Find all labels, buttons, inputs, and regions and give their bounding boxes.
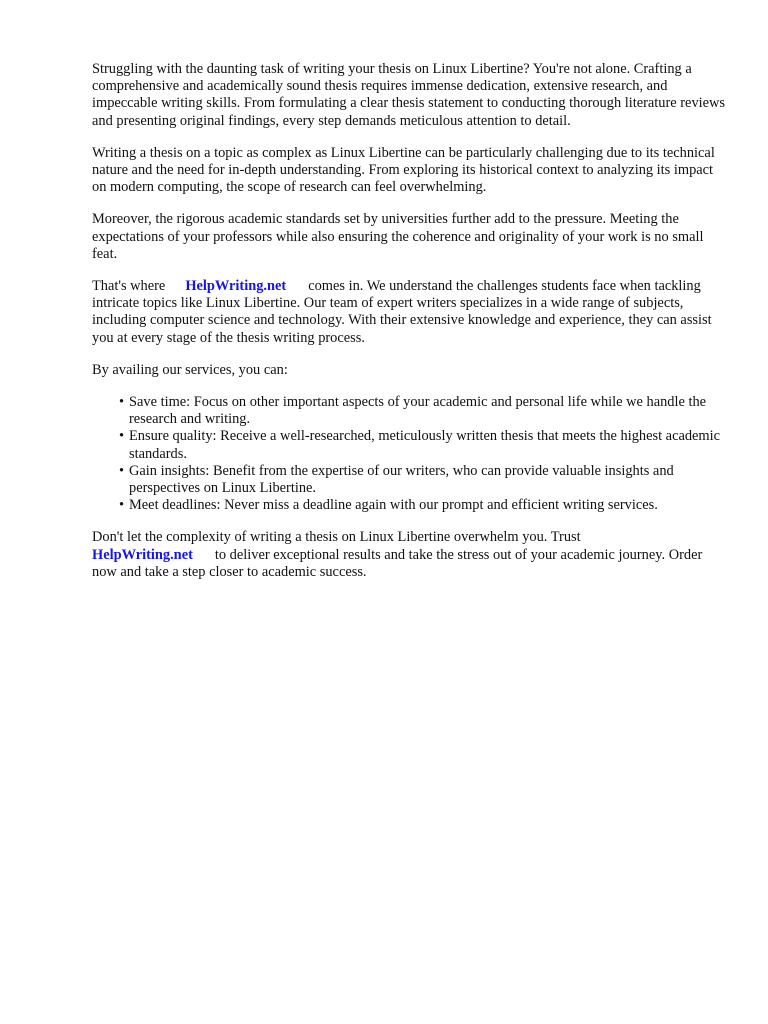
list-item-text: Meet deadlines: Never miss a deadline again with our prompt and efficient writing services. [129, 497, 658, 514]
service-intro-lead-text: That's where [92, 278, 166, 295]
list-item [119, 428, 728, 462]
service-intro-body-text: comes in. We understand the challenges students face when tackling intricate topics like Linux Libertine. Our team of expert writers specializes in a wide range of subjects, including computer science and technology. With their extensive knowledge and experience, they can assist you at every stage of the thesis writing process. [92, 278, 712, 346]
bullet-icon: • [119, 497, 125, 514]
helpwriting-link[interactable]: HelpWriting.net [92, 546, 193, 563]
services-lead-paragraph: By availing our services, you can: [92, 361, 288, 378]
document-page [92, 61, 728, 596]
closing-paragraph [92, 529, 728, 581]
intro-paragraph: Struggling with the daunting task of writing your thesis on Linux Libertine? You're not alone. Crafting a comprehensive and academically sound thesis requires immense dedication, extensive research, and impeccable writing skills. From formulating a clear thesis statement to conducting thorough literature reviews and presenting original findings, every step demands meticulous attention to detail. [92, 61, 726, 129]
closing-lead-text: Don't let the complexity of writing a thesis on Linux Libertine overwhelm you. Trust [92, 529, 581, 546]
list-item-text: Ensure quality: Receive a well-researched, meticulously written thesis that meets the highest academic standards. [129, 428, 721, 462]
list-item-text: Gain insights: Benefit from the expertise of our writers, who can provide valuable insights and perspectives on Linux Libertine. [129, 462, 674, 497]
helpwriting-link[interactable]: HelpWriting.net [185, 278, 287, 295]
bullet-icon: • [119, 428, 125, 445]
services-list [92, 394, 728, 514]
list-item [119, 462, 728, 497]
bullet-icon: • [119, 462, 125, 479]
list-item [119, 497, 728, 514]
list-item-text: Save time: Focus on other important aspects of your academic and personal life while we handle the research and writing. [129, 394, 707, 428]
bullet-icon: • [119, 394, 125, 411]
list-item [119, 394, 728, 428]
closing-body-text: to deliver exceptional results and take the stress out of your academic journey. Order now and take a step closer to academic success. [92, 546, 703, 580]
service-intro-paragraph [92, 278, 728, 347]
challenge-paragraph: Writing a thesis on a topic as complex as Linux Libertine can be particularly challenging due to its technical nature and the need for in-depth understanding. From exploring its historical context to analyzing its impact on modern computing, the scope of research can feel overwhelming. [92, 144, 715, 196]
standards-paragraph: Moreover, the rigorous academic standards set by universities further add to the pressure. Meeting the expectations of your professors while also ensuring the coherence and originality of your work is no small feat. [92, 211, 704, 262]
